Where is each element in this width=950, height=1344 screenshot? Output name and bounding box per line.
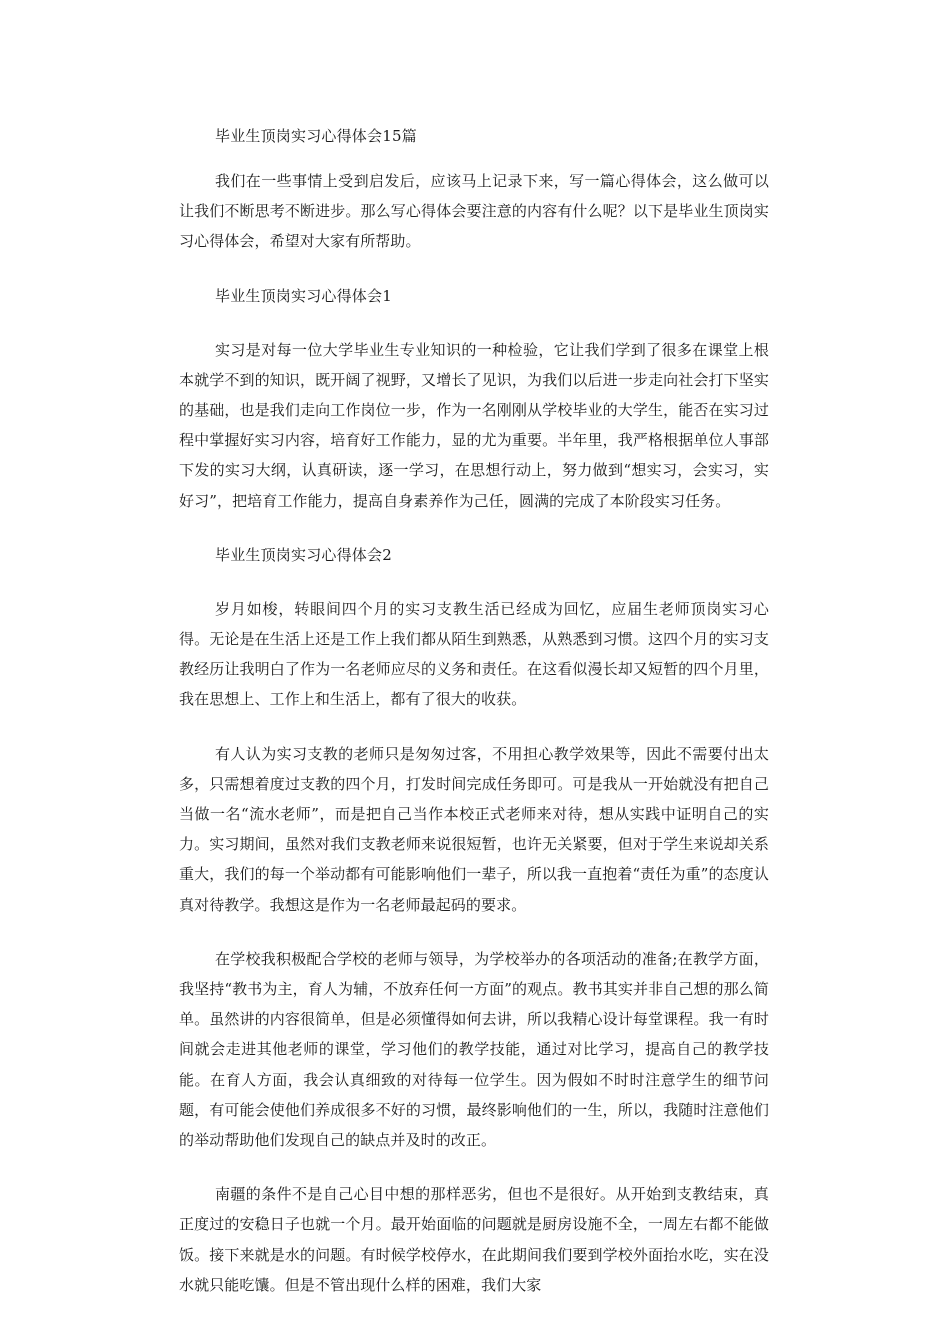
section2-paragraph: 南疆的条件不是自己心目中想的那样恶劣，但也不是很好。从开始到支教结束，真正度过的安稳日子也就一个月。最开始面临的问题就是厨房设施不全，一周左右都不能做饭。接下来就是水的问题。有时候学校停水，在此期间我们要到学校外面抬水吃，实在没水就只能吃馕。但是不管出现什么样的困难，我们大家: [179, 1185, 769, 1294]
document-title: 毕业生顶岗实习心得体会15篇: [215, 127, 417, 145]
section1-paragraph: 实习是对每一位大学毕业生专业知识的一种检验，它让我们学到了很多在课堂上根本就学不到的知识，既开阔了视野，又增长了见识，为我们以后进一步走向社会打下坚实的基础，也是我们走向工作岗位一步，作为一名刚刚从学校毕业的大学生，能否在实习过程中掌握好实习内容，培育好工作能力，显的尤为重要。半年里，我严格根据单位人事部下发的实习大纲，认真研读，逐一学习，在思想行动上，努力做到“想实习，会实习，实好习”，把培育工作能力，提高自身素养作为己任，圆满的完成了本阶段实习任务。: [179, 340, 769, 510]
section2-paragraph: 有人认为实习支教的老师只是匆匆过客，不用担心教学效果等，因此不需要付出太多，只需想着度过支教的四个月，打发时间完成任务即可。可是我从一开始就没有把自己当做一名“流水老师”，而是把自己当作本校正式老师来对待，想从实践中证明自己的实力。实习期间，虽然对我们支教老师来说很短暂，也许无关紧要，但对于学生来说却关系重大，我们的每一个举动都有可能影响他们一辈子，所以我一直抱着“责任为重”的态度认真对待教学。我想这是作为一名老师最起码的要求。: [179, 744, 769, 914]
intro-paragraph: 我们在一些事情上受到启发后，应该马上记录下来，写一篇心得体会，这么做可以让我们不断思考不断进步。那么写心得体会要注意的内容有什么呢？以下是毕业生顶岗实习心得体会，希望对大家有所帮助。: [179, 172, 769, 251]
section-heading-2: 毕业生顶岗实习心得体会2: [215, 545, 392, 564]
section2-paragraph: 岁月如梭，转眼间四个月的实习支教生活已经成为回忆，应届生老师顶岗实习心得。无论是在生活上还是工作上我们都从陌生到熟悉，从熟悉到习惯。这四个月的实习支教经历让我明白了作为一名老师应尽的义务和责任。在这看似漫长却又短暂的四个月里，我在思想上、工作上和生活上，都有了很大的收获。: [179, 599, 769, 709]
document-page: [179, 118, 769, 1324]
section2-paragraph: 在学校我积极配合学校的老师与领导，为学校举办的各项活动的准备;在教学方面，我坚持“教书为主，育人为辅，不放弃任何一方面”的观点。教书其实并非自己想的那么简单。虽然讲的内容很简单，但是必须懂得如何去讲，所以我精心设计每堂课程。我一有时间就会走进其他老师的课堂，学习他们的教学技能，通过对比学习，提高自己的教学技能。在育人方面，我会认真细致的对待每一位学生。因为假如不时时注意学生的细节问题，有可能会使他们养成很多不好的习惯，最终影响他们的一生，所以，我随时注意他们的举动帮助他们发现自己的缺点并及时的改正。: [179, 949, 769, 1150]
section-heading-1: 毕业生顶岗实习心得体会1: [215, 286, 392, 305]
